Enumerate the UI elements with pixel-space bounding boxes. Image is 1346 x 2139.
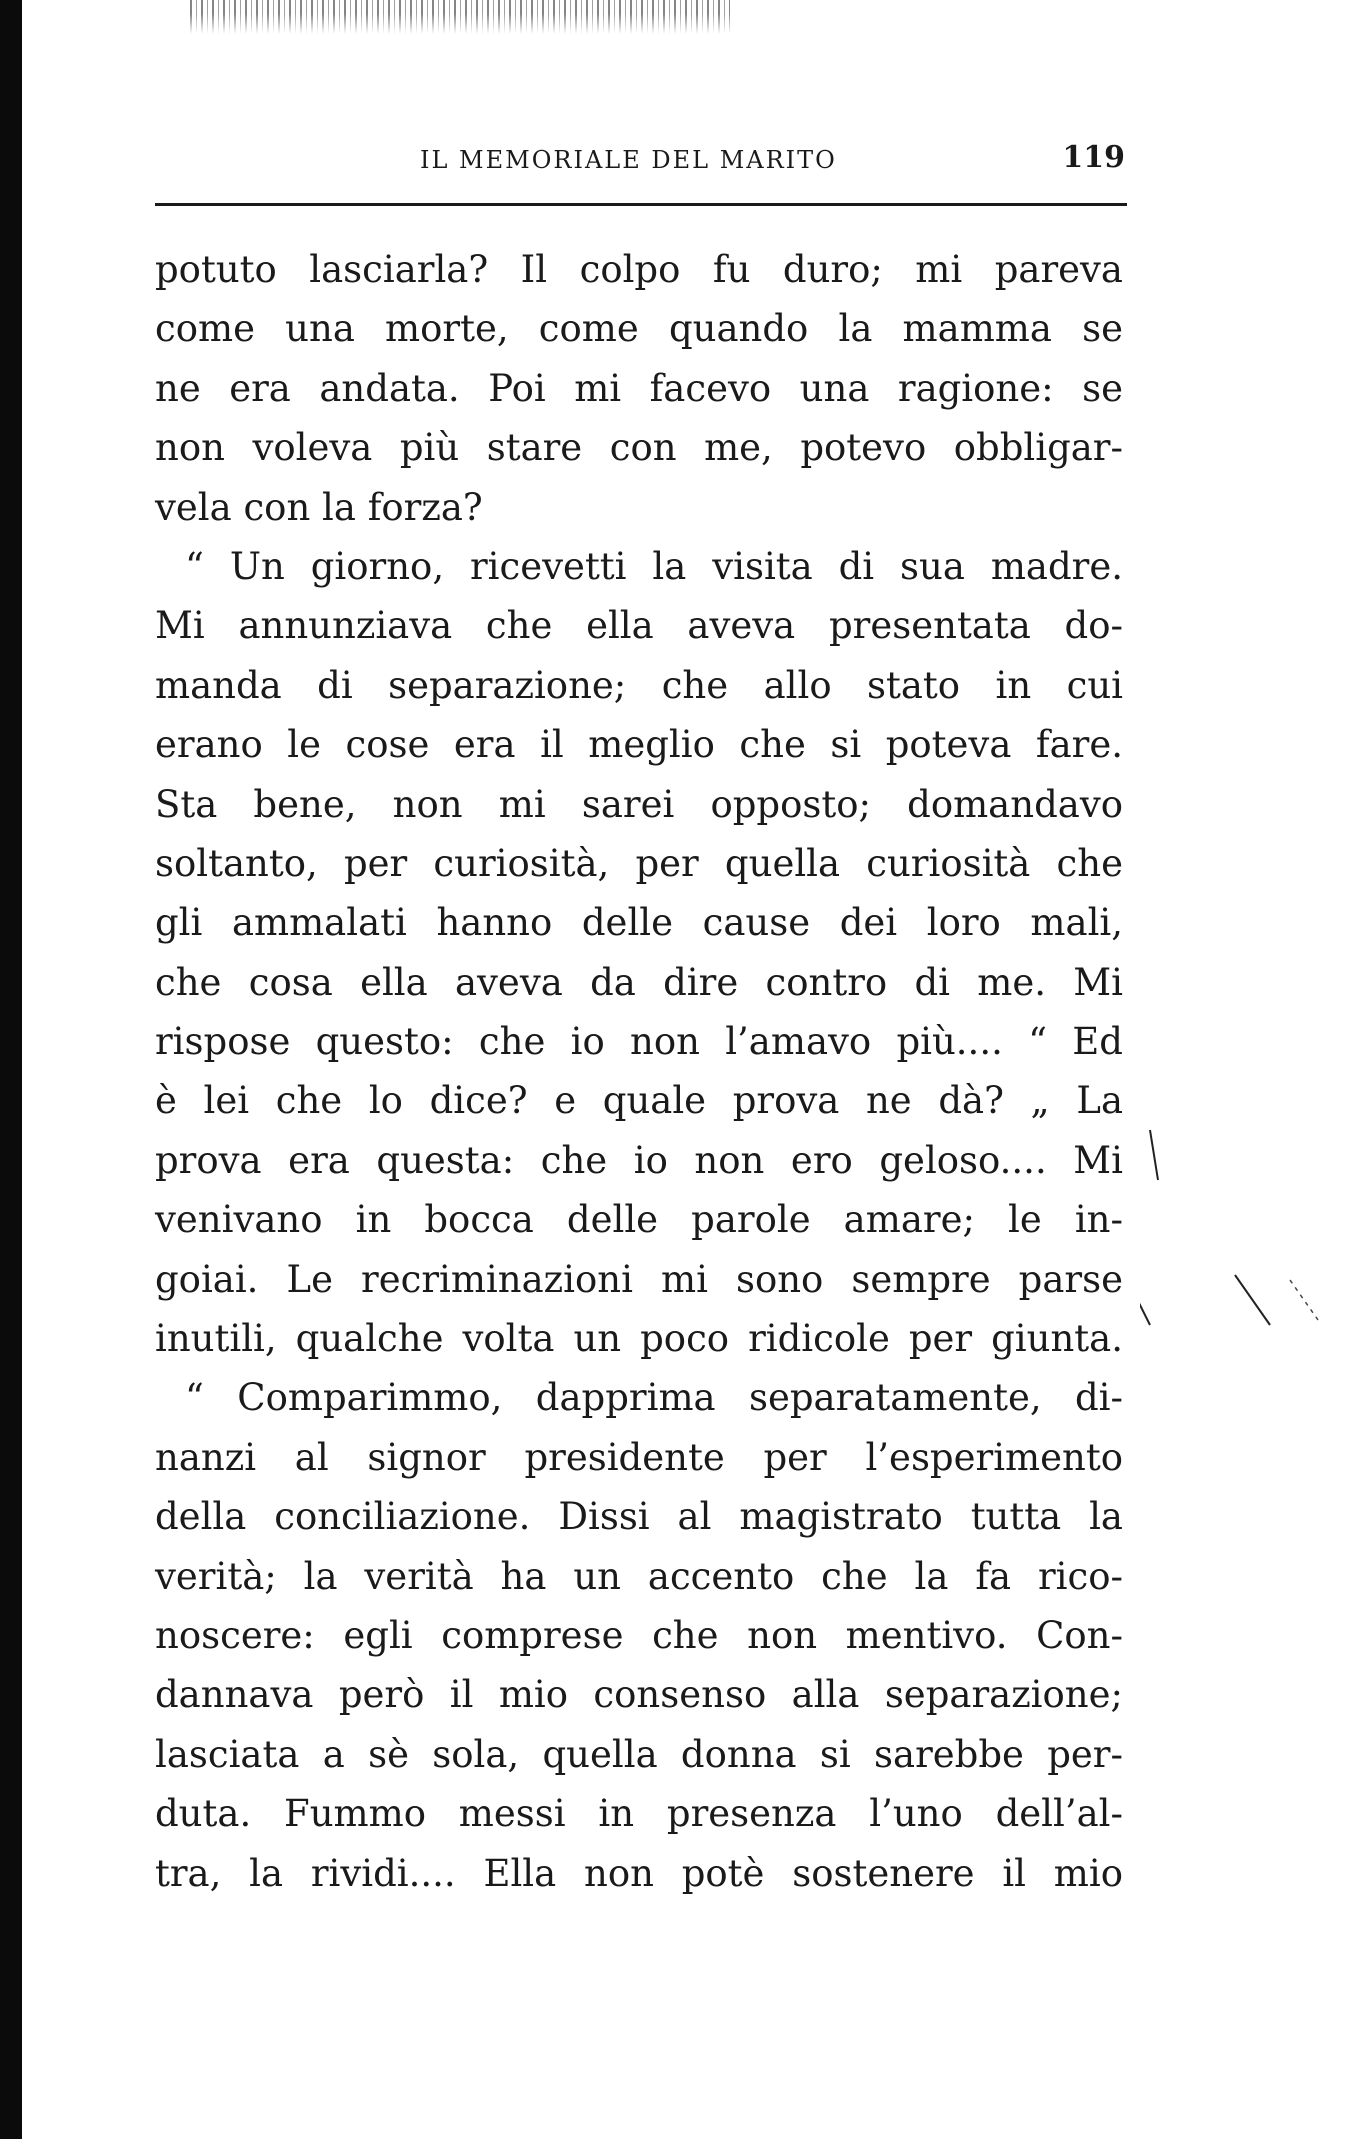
text-line: come una morte, come quando la mamma se [155,307,1123,351]
text-line: tra, la rividi.... Ella non potè sostenere il mio [155,1851,1123,1895]
text-line: ne era andata. Poi mi facevo una ragione: se [155,366,1123,410]
scan-smudge [190,0,730,34]
text-line: dannava però il mio consenso alla separazione; [155,1673,1123,1717]
text-line: è lei che lo dice? e quale prova ne dà? „ La [155,1079,1123,1123]
text-line: vela con la forza? [155,485,483,529]
text-line: “ Comparimmo, dapprima separatamente, di- [185,1376,1123,1420]
pencil-stroke [1290,1280,1318,1320]
text-line: erano le cose era il meglio che si poteva fare. [155,723,1123,767]
header-rule [155,203,1127,206]
pencil-marks [1140,1100,1340,1360]
text-line: della conciliazione. Dissi al magistrato tutta la [155,1495,1123,1539]
body-text [155,240,1123,1903]
text-line: Sta bene, non mi sarei opposto; domandavo [155,782,1123,826]
page-number: 119 [1062,140,1125,175]
text-line: manda di separazione; che allo stato in cui [155,663,1123,707]
text-line: che cosa ella aveva da dire contro di me. Mi [155,960,1123,1004]
text-line: nanzi al signor presidente per l’esperimento [155,1435,1123,1479]
text-line: prova era questa: che io non ero geloso.... Mi [155,1138,1123,1182]
text-line: potuto lasciarla? Il colpo fu duro; mi pareva [155,248,1123,291]
text-line: noscere: egli comprese che non mentivo. Con- [155,1613,1123,1657]
text-line: lasciata a sè sola, quella donna si sarebbe per- [155,1732,1123,1776]
text-line: goiai. Le recriminazioni mi sono sempre parse [155,1257,1123,1301]
text-line: duta. Fummo messi in presenza l’uno dell’al- [155,1792,1123,1836]
text-line: “ Un giorno, ricevetti la visita di sua madre. [185,544,1123,588]
scan-edge [0,0,22,2139]
pencil-stroke [1150,1130,1158,1180]
text-line: inutili, qualche volta un poco ridicole per giunta. [155,1317,1123,1361]
text-line: non voleva più stare con me, potevo obbligar- [155,426,1123,470]
pencil-stroke [1235,1275,1270,1325]
text-line: gli ammalati hanno delle cause dei loro mali, [155,901,1123,945]
running-head [155,140,1125,186]
text-line: verità; la verità ha un accento che la fa rico- [155,1554,1123,1598]
pencil-stroke [1140,1285,1150,1325]
running-title: IL MEMORIALE DEL MARITO [420,146,837,174]
text-line: soltanto, per curiosità, per quella curiosità che [155,841,1123,885]
text-line: rispose questo: che io non l’amavo più.... “ Ed [155,1020,1123,1064]
text-line: Mi annunziava che ella aveva presentata do- [155,604,1123,648]
text-line: venivano in bocca delle parole amare; le in- [155,1198,1123,1242]
